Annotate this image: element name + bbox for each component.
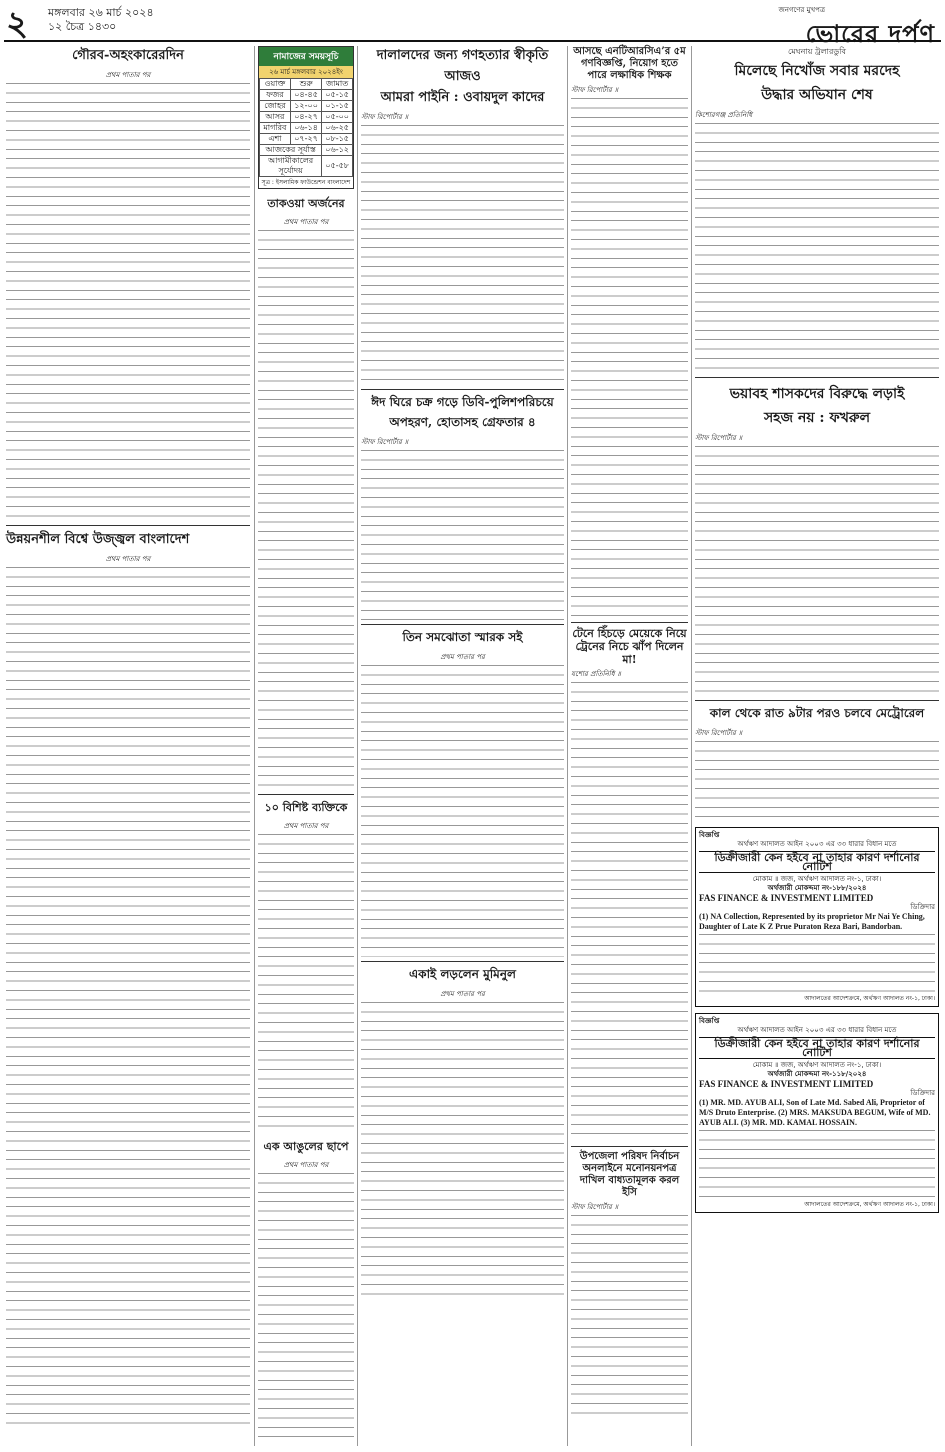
notice-title: ডিক্রীজারী কেন হইবে না তাহার কারণ দর্শানোর নোটিশ	[699, 851, 935, 873]
column-5	[695, 46, 939, 1213]
notice-footer: আদালতের আদেশক্রমে, অর্থঋণ আদালত নং-১, ঢাকা।	[804, 1201, 935, 1208]
article-body-gourab	[6, 83, 250, 521]
notice-intro: অর্থঋণ আদালত আইন ২০০৩ এর ৩৩ ধারার বিধান মতে	[737, 1026, 897, 1034]
column-4	[571, 46, 688, 1415]
headline-meghna-1: মিলেছে নিখোঁজ সবার মরদেহ	[734, 63, 900, 79]
column-divider	[357, 46, 358, 1446]
prayer-name: আসর	[260, 112, 291, 123]
headline-gourab: গৌরব-অহংকারেরদিন	[72, 48, 184, 63]
byline-ek-angul: প্রথম পাতার পর	[283, 1161, 329, 1169]
notice-case: অর্থজারী মোকদ্দমা নং-১১৮/২০২৪	[767, 1070, 867, 1078]
column-divider	[567, 46, 568, 1446]
byline-dashlal: স্টাফ রিপোর্টার ॥	[361, 113, 409, 121]
article-body-tene	[571, 682, 688, 1142]
byline-tin: প্রথম পাতার পর	[440, 653, 485, 661]
headline-tin: তিন সমঝোতা স্মারক সই	[402, 630, 523, 644]
prayer-start: ১২-০০	[290, 101, 321, 112]
article-body-ntrca	[571, 98, 688, 618]
sunrise-label: আগামীকালের সূর্যোদয়	[260, 156, 322, 177]
article-body-meghna	[695, 123, 939, 373]
prayer-name: এশা	[260, 134, 291, 145]
prayer-schedule-title: নামাজের সময়সূচি	[259, 47, 353, 66]
column-3	[361, 46, 564, 1298]
sunset-time: ০৬-১২	[322, 145, 353, 156]
prayer-jamaat: ০৫-১৫	[322, 90, 353, 101]
headline-bhoyaboho-2: সহজ নয় : ফখরুল	[763, 410, 871, 426]
article-body-dashlal	[361, 125, 564, 385]
article-body-unnayan	[6, 567, 250, 1429]
prayer-name: জোহর	[260, 101, 291, 112]
notice-court: মোকাম ॥ জজ, অর্থঋণ আদালত নং-১, ঢাকা।	[752, 875, 882, 883]
byline-upazila: স্টাফ রিপোর্টার ॥	[571, 1203, 619, 1211]
prayer-start: ০৭-২৭	[290, 134, 321, 145]
notice-footer: আদালতের আদেশক্রমে, অর্থঋণ আদালত নং-১, ঢাকা।	[804, 995, 935, 1002]
masthead-rule	[4, 40, 941, 42]
notice-intro: অর্থঋণ আদালত আইন ২০০৩ এর ৩৩ ধারার বিধান মতে	[737, 840, 897, 848]
notice-party-role: ডিক্রিদার	[910, 1089, 935, 1097]
column-divider	[254, 46, 255, 1446]
article-body-eid	[361, 450, 564, 620]
byline-gourab: প্রথম পাতার পর	[105, 71, 151, 79]
brand-name: ভোরের দর্পণ	[805, 19, 935, 48]
date-gregorian: মঙ্গলবার ২৬ মার্চ ২০২৪	[48, 6, 154, 19]
headline-upazila: উপজেলা পরিষদ নির্বাচন অনলাইনে মনোনয়নপত্র দাখিল বাধ্যতামূলক করল ইসি	[579, 1151, 680, 1198]
article-body-ek-angul	[258, 1173, 354, 1443]
headline-eid-2: অপহরণ, হোতাসহ গ্রেফতার ৪	[389, 415, 536, 429]
notice-title: ডিক্রীজারী কেন হইবে না তাহার কারণ দর্শানোর নোটিশ	[699, 1037, 935, 1059]
byline-metro: স্টাফ রিপোর্টার ॥	[695, 729, 743, 737]
prayer-jamaat: ০৫-০০	[322, 112, 353, 123]
notice-defendant: (1) NA Collection, Represented by its proprietor Mr Nai Ye Ching, Daughter of Late K Z Prue Puraton Reza Bari, Bandorban.	[699, 912, 925, 931]
kicker-meghna: মেঘনায় ট্রলারডুবি	[788, 47, 846, 56]
headline-unnayan: উন্নয়নশীল বিশ্বে উজ্জ্বল বাংলাদেশ	[6, 532, 190, 547]
notice-body	[699, 934, 935, 994]
prayer-schedule-date: ২৬ মার্চ মঙ্গলবার ২০২৪ইং	[259, 66, 353, 78]
page-number: ২	[6, 4, 29, 44]
article-body-dosh	[258, 834, 354, 1134]
byline-tene: যশোর প্রতিনিধি ॥	[571, 670, 621, 678]
prayer-jamaat: ০৬-২৫	[322, 123, 353, 134]
notice-case: অর্থজারী মোকদ্দমা নং-১৮৮/২০২৪	[767, 884, 867, 892]
column-2	[258, 46, 354, 1134]
prayer-start: ০৪-৪৫	[290, 90, 321, 101]
notice-tag: বিজ্ঞপ্তি	[699, 831, 720, 839]
prayer-jamaat: ০৮-১৫	[322, 134, 353, 145]
headline-tene: টেনে হিঁচড়ে মেয়েকে নিয়ে ট্রেনের নিচে ঝাঁপ দিলেন মা!	[572, 627, 687, 666]
notice-company: FAS FINANCE & INVESTMENT LIMITED	[699, 1079, 874, 1089]
headline-metro: কাল থেকে রাত ৯টার পরও চলবে মেট্রোরেল	[709, 706, 925, 720]
date-block	[48, 6, 154, 34]
notice-defendant: (1) MR. MD. AYUB ALI, Son of Late Md. Sabed Ali, Proprietor of M/S Druto Enterprise. (2) MRS. MAKSUDA BEGUM, Wife of MD. AYUB ALI. (3) MR. MD. KAMAL HOSSAIN.	[699, 1098, 931, 1127]
masthead	[0, 0, 945, 48]
article-body-takwa	[258, 230, 354, 790]
prayer-schedule-box	[258, 46, 354, 189]
article-body-tin	[361, 665, 564, 957]
prayer-start: ০৬-১৪	[290, 123, 321, 134]
headline-dosh: ১০ বিশিষ্ট ব্যক্তিকে	[264, 801, 348, 814]
headline-ekai: একাই লড়লেন মুমিনুল	[409, 967, 516, 981]
headline-ntrca: আসছে এনটিআরসিএ’র ৫ম গণবিজ্ঞপ্তি, নিয়োগ হতে পারে লক্ষাধিক শিক্ষক	[573, 46, 686, 81]
brand-tagline: জনগণের মুখপত্র	[778, 6, 825, 14]
headline-bhoyaboho-1: ভয়াবহ শাসকদের বিরুদ্ধে লড়াই	[729, 386, 905, 402]
article-body-metro	[695, 741, 939, 821]
article-body-ekai	[361, 1002, 564, 1298]
date-bengali: ১২ চৈত্র ১৪৩০	[48, 20, 117, 33]
headline-ek-angul: এক আঙুলের ছাপে	[263, 1140, 349, 1153]
prayer-name: ফজর	[260, 90, 291, 101]
article-ek-angul	[258, 1138, 354, 1443]
prayer-jamaat: ০১-১৫	[322, 101, 353, 112]
prayer-header: জামাত	[322, 79, 353, 90]
notice-party-role: ডিক্রিদার	[910, 903, 935, 911]
column-divider	[691, 46, 692, 1446]
court-notice-2	[695, 1013, 939, 1213]
headline-takwa: তাকওয়া অর্জনের	[267, 197, 345, 210]
notice-court: মোকাম ॥ জজ, অর্থঋণ আদালত নং-১, ঢাকা।	[752, 1061, 882, 1069]
prayer-name: মাগরিব	[260, 123, 291, 134]
byline-unnayan: প্রথম পাতার পর	[105, 555, 151, 563]
byline-eid: স্টাফ রিপোর্টার ॥	[361, 438, 409, 446]
headline-dashlal-2: আমরা পাইনি : ওবায়দুল কাদের	[380, 90, 545, 105]
prayer-source: সূত্র : ইসলামিক ফাউন্ডেশন বাংলাদেশ	[261, 179, 351, 186]
prayer-table	[259, 78, 353, 177]
article-body-bhoyaboho	[695, 446, 939, 696]
sunrise-time: ০৫-৫৮	[322, 156, 353, 177]
byline-ntrca: স্টাফ রিপোর্টার ॥	[571, 86, 619, 94]
prayer-start: ০৪-২৭	[290, 112, 321, 123]
headline-eid-1: ঈদ ঘিরে চক্র গড়ে ডিবি-পুলিশপরিচয়ে	[371, 395, 554, 409]
byline-bhoyaboho: স্টাফ রিপোর্টার ॥	[695, 434, 743, 442]
headline-dashlal-1: দালালদের জন্য গণহত্যার স্বীকৃতি আজও	[376, 48, 549, 84]
notice-company: FAS FINANCE & INVESTMENT LIMITED	[699, 893, 874, 903]
notice-tag: বিজ্ঞপ্তি	[699, 1017, 720, 1025]
prayer-header: শুরু	[290, 79, 321, 90]
byline-meghna: কিশোরগঞ্জ প্রতিনিধি	[695, 111, 753, 119]
byline-takwa: প্রথম পাতার পর	[283, 218, 329, 226]
byline-ekai: প্রথম পাতার পর	[440, 990, 485, 998]
court-notice-1	[695, 827, 939, 1007]
prayer-header: ওয়াক্ত	[260, 79, 291, 90]
headline-meghna-2: উদ্ধার অভিযান শেষ	[761, 87, 873, 103]
sunset-label: আজকের সূর্যাস্ত	[260, 145, 322, 156]
byline-dosh: প্রথম পাতার পর	[283, 822, 329, 830]
notice-body	[699, 1130, 935, 1200]
article-body-upazila	[571, 1215, 688, 1415]
column-1	[6, 46, 250, 1429]
